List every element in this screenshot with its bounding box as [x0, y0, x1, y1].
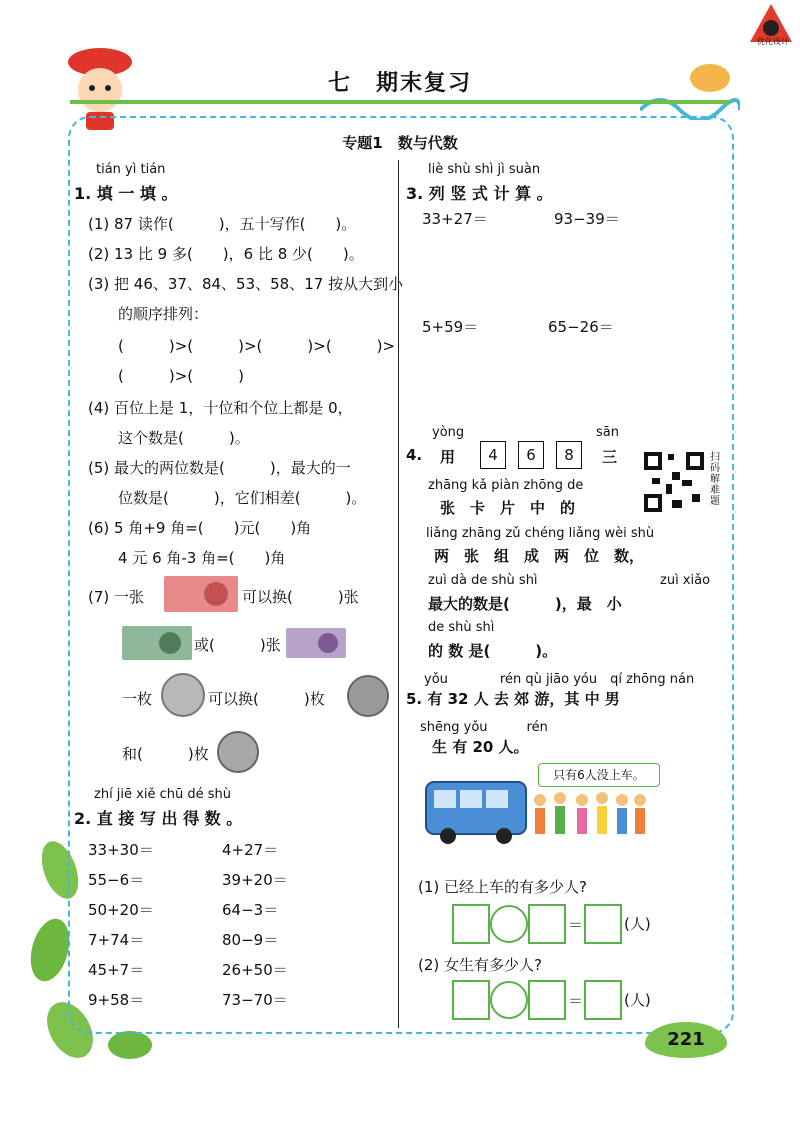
q2-left-4: 7+74＝ [88, 931, 145, 949]
q4-pinyin-line4a: zuì dà de shù shì [428, 573, 538, 588]
q5-pinyin-line2: shēng yǒu rén [420, 720, 548, 735]
q2-right-2: 39+20＝ [222, 871, 288, 889]
answer-box-2a[interactable] [452, 980, 490, 1020]
bus-illustration-icon [424, 776, 530, 846]
number-card-4: 4 [480, 441, 506, 469]
q3-problem-3: 5+59＝ [422, 318, 479, 336]
q2-right-4: 80−9＝ [222, 931, 279, 949]
number-card-6: 6 [518, 441, 544, 469]
q2-heading: 2. 直 接 写 出 得 数 。 [74, 809, 243, 828]
banknote-10-icon [286, 628, 346, 658]
q1-item-6-cont: 4 元 6 角-3 角=( )角 [118, 549, 286, 567]
q5-line1: 5. 有 32 人 去 郊 游，其 中 男 [406, 690, 620, 708]
q3-problem-1: 33+27＝ [422, 210, 488, 228]
unit-label-2: (人) [624, 991, 651, 1009]
q1-coin-and: 和( )枚 [122, 745, 209, 763]
q2-right-6: 73−70＝ [222, 991, 288, 1009]
equals-sign-2: ＝ [568, 992, 584, 1010]
q1-item-4: (4) 百位上是 1，十位和个位上都是 0， [88, 399, 353, 417]
banknote-100-icon [164, 576, 238, 612]
q4-pinyin-line2: zhāng kǎ piàn zhōng de [428, 478, 584, 493]
q1-item-6: (6) 5 角+9 角=( )元( )角 [88, 519, 312, 537]
coin-5-jiao-icon [346, 674, 390, 718]
q1-coin-line: 一枚 [122, 690, 153, 708]
q2-left-6: 9+58＝ [88, 991, 145, 1009]
number-card-8: 8 [556, 441, 582, 469]
brand-text: 优化设计 [757, 37, 789, 46]
q2-right-1: 4+27＝ [222, 841, 279, 859]
q1-item-1: (1) 87 读作( )，五十写作( )。 [88, 215, 357, 233]
qr-label: 扫码解难题 [710, 452, 720, 507]
q3-heading: 3. 列 竖 式 计 算 。 [406, 184, 553, 203]
answer-box-2b[interactable] [528, 980, 566, 1020]
q4-pinyin-yong: yòng [432, 425, 465, 440]
q1-heading: 1. 填 一 填 。 [74, 184, 178, 203]
banknote-50-icon [122, 626, 192, 660]
q1-coin-exchange: 可以换( )枚 [208, 690, 325, 708]
q2-left-1: 33+30＝ [88, 841, 154, 859]
q4-number: 4. [406, 446, 423, 464]
q1-item-4-cont: 这个数是( )。 [118, 429, 250, 447]
coin-1-jiao-icon [216, 730, 260, 774]
operator-circle-1[interactable] [490, 905, 528, 943]
q5-subquestion-1: (1) 已经上车的有多少人? [418, 878, 587, 896]
title-underline [70, 100, 730, 104]
q2-left-2: 55−6＝ [88, 871, 145, 889]
answer-box-2c[interactable] [584, 980, 622, 1020]
q1-item-7-exchange: 可以换( )张 [242, 588, 359, 606]
q4-line5: 的 数 是( )。 [428, 642, 558, 660]
q1-item-5-cont: 位数是( )，它们相差( )。 [118, 489, 367, 507]
page-number: 221 [645, 1022, 727, 1058]
answer-box-1a[interactable] [452, 904, 490, 944]
q3-pinyin: liè shù shì jì suàn [428, 162, 541, 177]
topic-title: 专题1 数与代数 [342, 134, 458, 152]
q2-left-5: 45+7＝ [88, 961, 145, 979]
equals-sign-1: ＝ [568, 916, 584, 934]
q4-pinyin-line3: liǎng zhāng zǔ chéng liǎng wèi shù [426, 526, 655, 541]
q3-problem-2: 93−39＝ [554, 210, 620, 228]
q4-word-san: 三 [602, 448, 618, 466]
children-group-icon [530, 790, 648, 848]
operator-circle-2[interactable] [490, 981, 528, 1019]
speech-bubble: 只有6人没上车。 [538, 763, 660, 787]
q5-line2: 生 有 20 人。 [432, 738, 529, 756]
q1-item-3: (3) 把 46、37、84、53、58、17 按从大到小 [88, 275, 404, 293]
q1-item-3-cont: 的顺序排列： [118, 305, 209, 323]
q3-problem-4: 65−26＝ [548, 318, 614, 336]
q4-pinyin-san: sān [596, 425, 619, 440]
answer-box-1c[interactable] [584, 904, 622, 944]
chapter-title: 七 期末复习 [327, 71, 472, 96]
q1-item-2: (2) 13 比 9 多( )，6 比 8 少( )。 [88, 245, 364, 263]
q5-pinyin-line1: yǒu rén qù jiāo yóu qí zhōng nán [424, 672, 695, 687]
q1-item-3-blanks: ( )>( )>( )>( )> [118, 337, 396, 355]
q4-word-yong: 用 [440, 448, 456, 466]
q2-right-3: 64−3＝ [222, 901, 279, 919]
q4-pinyin-line5: de shù shì [428, 620, 495, 635]
q1-item-3-blanks-2: ( )>( ) [118, 367, 244, 385]
q4-line4: 最大的数是( )，最 小 [428, 595, 622, 613]
answer-box-1b[interactable] [528, 904, 566, 944]
coin-1-yuan-icon [160, 672, 206, 718]
q4-line2: 张 卡 片 中 的 [440, 499, 576, 517]
unit-label-1: (人) [624, 915, 651, 933]
q2-pinyin: zhí jiē xiě chū dé shù [94, 787, 231, 802]
q1-pinyin: tián yì tián [96, 162, 166, 177]
q1-item-7-or: 或( )张 [194, 636, 281, 654]
q5-subquestion-2: (2) 女生有多少人? [418, 956, 542, 974]
q1-item-7: (7) 一张 [88, 588, 145, 606]
q4-line3: 两 张 组 成 两 位 数， [434, 547, 645, 565]
qr-code-icon [642, 450, 706, 514]
q2-right-5: 26+50＝ [222, 961, 288, 979]
q4-pinyin-line4b: zuì xiǎo [660, 573, 711, 588]
q2-left-3: 50+20＝ [88, 901, 154, 919]
q1-item-5: (5) 最大的两位数是( )，最大的一 [88, 459, 351, 477]
